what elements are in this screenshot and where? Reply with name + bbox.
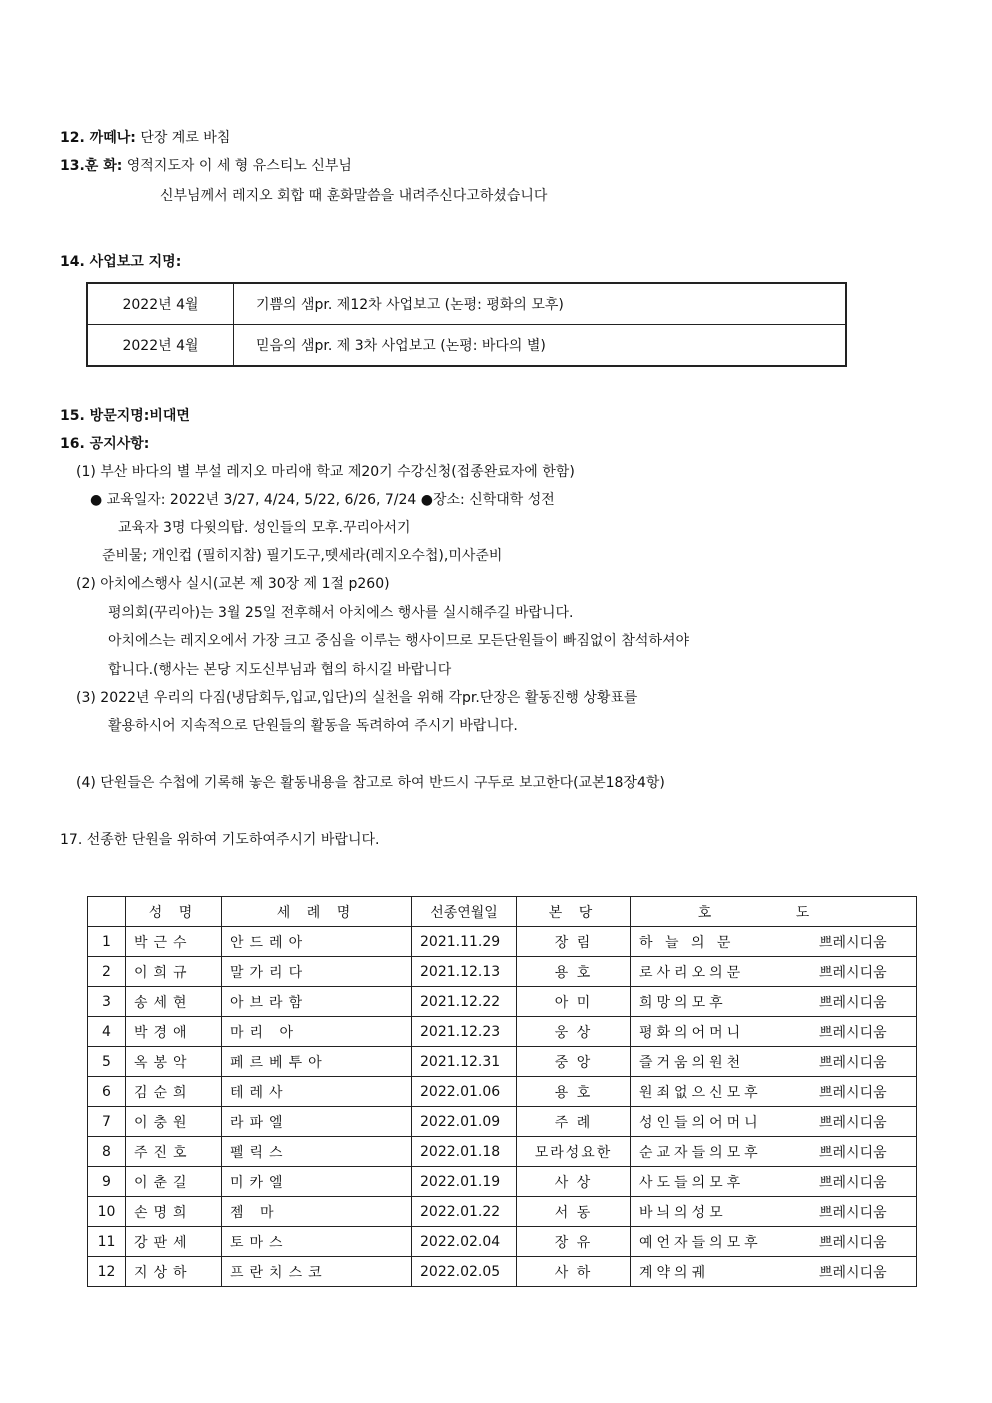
presidium-rank: 쁘레시디움 <box>819 1264 887 1281</box>
row-number: 12 <box>88 1257 126 1287</box>
item-16-label: 16. 공지사항: <box>60 436 150 452</box>
header-cell: 성 명 <box>126 897 222 927</box>
row-number: 10 <box>88 1197 126 1227</box>
death-date-cell: 2022.01.19 <box>412 1167 517 1197</box>
name-cell: 지상하 <box>126 1257 222 1287</box>
parish-cell: 아 미 <box>517 987 631 1017</box>
presidium-cell <box>631 1047 917 1077</box>
presidium-title: 바늬의성모 <box>639 1204 727 1221</box>
name-cell: 손명희 <box>126 1197 222 1227</box>
item-12-text: 단장 계로 바침 <box>140 130 231 146</box>
baptism-name-cell: 프란치스코 <box>222 1257 412 1287</box>
parish-cell: 서 동 <box>517 1197 631 1227</box>
presidium-title: 즐거움의원천 <box>639 1054 745 1071</box>
item-12-label: 12. 까떼나: <box>60 130 136 146</box>
presidium-rank: 쁘레시디움 <box>819 994 887 1011</box>
table-row <box>88 1077 917 1107</box>
presidium-cell <box>631 1257 917 1287</box>
parish-cell: 모라성요한 <box>517 1137 631 1167</box>
row-number: 5 <box>88 1047 126 1077</box>
death-date-cell: 2022.01.18 <box>412 1137 517 1167</box>
table-row <box>87 325 846 367</box>
notice-line: ● 교육일자: 2022년 3/27, 4/24, 5/22, 6/26, 7/24 ●장소: 신학대학 성전 <box>90 492 555 508</box>
baptism-name-cell: 아브라함 <box>222 987 412 1017</box>
presidium-rank: 쁘레시디움 <box>819 1174 887 1191</box>
presidium-rank: 쁘레시디움 <box>819 1234 887 1251</box>
header-cell: 호 도 <box>631 897 917 927</box>
baptism-name-cell: 안드레아 <box>222 927 412 957</box>
parish-cell: 용 호 <box>517 957 631 987</box>
presidium-title: 성인들의어머니 <box>639 1114 762 1131</box>
table-row <box>88 1167 917 1197</box>
notice-line: 교육자 3명 다윗의탑. 성인들의 모후.꾸리아서기 <box>118 520 411 536</box>
presidium-title: 로사리오의문 <box>639 964 745 981</box>
death-date-cell: 2021.11.29 <box>412 927 517 957</box>
report-date: 2022년 4월 <box>87 325 234 367</box>
name-cell: 김순희 <box>126 1077 222 1107</box>
baptism-name-cell: 마리 아 <box>222 1017 412 1047</box>
presidium-cell <box>631 1137 917 1167</box>
death-date-cell: 2022.02.04 <box>412 1227 517 1257</box>
name-cell: 박경애 <box>126 1017 222 1047</box>
table-row <box>87 283 846 325</box>
presidium-title: 계약의궤 <box>639 1264 710 1281</box>
table-row <box>88 1197 917 1227</box>
death-date-cell: 2022.01.09 <box>412 1107 517 1137</box>
presidium-title: 사도들의모후 <box>639 1174 745 1191</box>
presidium-cell <box>631 957 917 987</box>
row-number: 9 <box>88 1167 126 1197</box>
death-date-cell: 2021.12.31 <box>412 1047 517 1077</box>
baptism-name-cell: 페르베투아 <box>222 1047 412 1077</box>
presidium-title: 희망의모후 <box>639 994 727 1011</box>
baptism-name-cell: 젬 마 <box>222 1197 412 1227</box>
parish-cell: 용 호 <box>517 1077 631 1107</box>
baptism-name-cell: 라파엘 <box>222 1107 412 1137</box>
presidium-cell <box>631 927 917 957</box>
table-row <box>88 1137 917 1167</box>
item-13 <box>60 156 352 176</box>
presidium-rank: 쁘레시디움 <box>819 934 887 951</box>
presidium-title: 평화의어머니 <box>639 1024 745 1041</box>
item-13-subtext: 신부님께서 레지오 회합 때 훈화말씀을 내려주신다고하셨습니다 <box>160 188 548 204</box>
death-date-cell: 2022.01.06 <box>412 1077 517 1107</box>
presidium-title: 순교자들의모후 <box>639 1144 762 1161</box>
row-number: 1 <box>88 927 126 957</box>
presidium-title: 원죄없으신모후 <box>639 1084 762 1101</box>
name-cell: 이충원 <box>126 1107 222 1137</box>
presidium-cell <box>631 1197 917 1227</box>
report-date: 2022년 4월 <box>87 283 234 325</box>
name-cell: 강판세 <box>126 1227 222 1257</box>
item-15: 15. 방문지명:비대면 <box>60 408 190 424</box>
notice-line: 활용하시어 지속적으로 단원들의 활동을 독려하여 주시기 바랍니다. <box>108 718 518 734</box>
table-row <box>88 927 917 957</box>
notice-line: 합니다.(행사는 본당 지도신부님과 협의 하시길 바랍니다 <box>108 662 452 678</box>
death-date-cell: 2021.12.23 <box>412 1017 517 1047</box>
death-date-cell: 2022.01.22 <box>412 1197 517 1227</box>
name-cell: 주진호 <box>126 1137 222 1167</box>
report-table <box>86 282 847 367</box>
row-number: 7 <box>88 1107 126 1137</box>
presidium-cell <box>631 1227 917 1257</box>
item-14-label: 14. 사업보고 지명: <box>60 254 182 270</box>
row-number: 4 <box>88 1017 126 1047</box>
table-row <box>88 1107 917 1137</box>
baptism-name-cell: 펠릭스 <box>222 1137 412 1167</box>
name-cell: 이춘길 <box>126 1167 222 1197</box>
notice-line: (2) 아치에스행사 실시(교본 제 30장 제 1절 p260) <box>76 576 390 592</box>
parish-cell: 사 상 <box>517 1167 631 1197</box>
table-row <box>88 1047 917 1077</box>
death-date-cell: 2021.12.13 <box>412 957 517 987</box>
table-row <box>88 1017 917 1047</box>
name-cell: 송세현 <box>126 987 222 1017</box>
notice-line: 아치에스는 레지오에서 가장 크고 중심을 이루는 행사이므로 모든단원들이 빠짐없이 참석하셔야 <box>108 633 690 649</box>
name-cell: 박근수 <box>126 927 222 957</box>
parish-cell: 중 앙 <box>517 1047 631 1077</box>
item-17: 17. 선종한 단원을 위하여 기도하여주시기 바랍니다. <box>60 832 380 848</box>
row-number: 3 <box>88 987 126 1017</box>
name-cell: 이희규 <box>126 957 222 987</box>
table-row <box>88 1227 917 1257</box>
deceased-table <box>87 896 917 1287</box>
notice-line: (4) 단원들은 수첩에 기록해 놓은 활동내용을 참고로 하여 반드시 구두로 보고한다(교본18장4항) <box>76 775 665 791</box>
table-header-row <box>88 897 917 927</box>
report-content: 믿음의 샘pr. 제 3차 사업보고 (논평: 바다의 별) <box>234 325 847 367</box>
presidium-rank: 쁘레시디움 <box>819 1114 887 1131</box>
header-cell: 선종연월일 <box>412 897 517 927</box>
parish-cell: 웅 상 <box>517 1017 631 1047</box>
presidium-rank: 쁘레시디움 <box>819 1084 887 1101</box>
baptism-name-cell: 토마스 <box>222 1227 412 1257</box>
presidium-cell <box>631 1107 917 1137</box>
notice-line: (1) 부산 바다의 별 부설 레지오 마리애 학교 제20기 수강신청(접종완료자에 한함) <box>76 464 575 480</box>
presidium-rank: 쁘레시디움 <box>819 964 887 981</box>
presidium-rank: 쁘레시디움 <box>819 1144 887 1161</box>
row-number: 6 <box>88 1077 126 1107</box>
header-cell: 본 당 <box>517 897 631 927</box>
presidium-cell <box>631 1017 917 1047</box>
baptism-name-cell: 미카엘 <box>222 1167 412 1197</box>
item-12 <box>60 128 230 148</box>
parish-cell: 주 례 <box>517 1107 631 1137</box>
presidium-cell <box>631 1167 917 1197</box>
table-row <box>88 957 917 987</box>
notice-line: 평의회(꾸리아)는 3월 25일 전후해서 아치에스 행사를 실시해주길 바랍니다. <box>108 605 574 621</box>
notice-line: (3) 2022년 우리의 다짐(냉담회두,입교,입단)의 실천을 위해 각pr.단장은 활동진행 상황표를 <box>76 690 638 706</box>
presidium-cell <box>631 987 917 1017</box>
table-row <box>88 1257 917 1287</box>
header-cell <box>88 897 126 927</box>
baptism-name-cell: 말가리다 <box>222 957 412 987</box>
notice-line: 준비물; 개인컵 (필히지참) 필기도구,뗏세라(레지오수첩),미사준비 <box>102 548 503 564</box>
table-row <box>88 987 917 1017</box>
row-number: 8 <box>88 1137 126 1167</box>
presidium-cell <box>631 1077 917 1107</box>
row-number: 2 <box>88 957 126 987</box>
item-13-label: 13.훈 화: <box>60 158 123 174</box>
item-13-text: 영적지도자 이 세 형 유스티노 신부님 <box>126 158 352 174</box>
report-content: 기쁨의 샘pr. 제12차 사업보고 (논평: 평화의 모후) <box>234 283 847 325</box>
parish-cell: 장 림 <box>517 927 631 957</box>
presidium-rank: 쁘레시디움 <box>819 1024 887 1041</box>
parish-cell: 장 유 <box>517 1227 631 1257</box>
death-date-cell: 2021.12.22 <box>412 987 517 1017</box>
presidium-rank: 쁘레시디움 <box>819 1204 887 1221</box>
name-cell: 옥봉악 <box>126 1047 222 1077</box>
row-number: 11 <box>88 1227 126 1257</box>
header-cell: 세 례 명 <box>222 897 412 927</box>
presidium-title: 하 늘 의 문 <box>639 934 735 951</box>
presidium-title: 예언자들의모후 <box>639 1234 762 1251</box>
presidium-rank: 쁘레시디움 <box>819 1054 887 1071</box>
parish-cell: 사 하 <box>517 1257 631 1287</box>
death-date-cell: 2022.02.05 <box>412 1257 517 1287</box>
baptism-name-cell: 테레사 <box>222 1077 412 1107</box>
